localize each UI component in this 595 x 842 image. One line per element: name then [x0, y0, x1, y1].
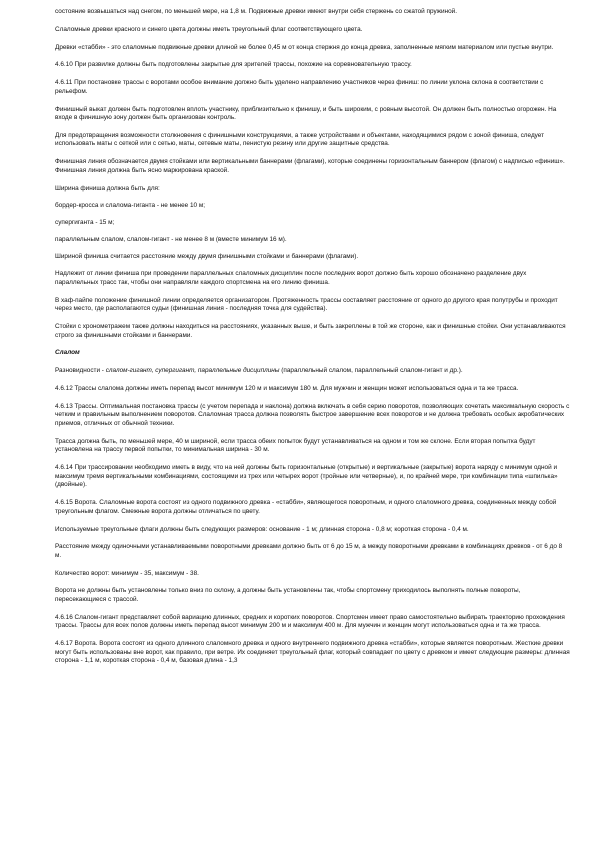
varieties-label: Разновидности -	[55, 367, 106, 375]
paragraph-6: Финишный выкат должен быть подготовлен вплоть участнику, приблизительно к финишу, и быть широким, с ровным высотой. Он должен быть полностью огорожен. На входе в финишную зону должен быть организован контроль.	[55, 105, 557, 122]
paragraph-24: Количество ворот: минимум - 35, максимум - 38.	[55, 569, 199, 577]
section-heading: Слалом	[55, 349, 80, 357]
paragraph-16: Стойки с хронометражем также должны находиться на расстояниях, указанных выше, и быть закреплены в той же стороне, как и финишные стойки. Они устанавливаются строго за финишными стойками и баннерами.	[55, 323, 566, 339]
paragraph-22: Используемые треугольные флаги должны быть следующих размеров: основание - 1 м; длинная сторона - 0,8 м; короткая сторона - 0,4 м.	[55, 525, 469, 533]
paragraph-2: Слаломные древки красного и синего цвета должны иметь треугольный флаг соответствующего цвета.	[55, 25, 363, 33]
varieties-italic: слалом-гигант, супергигант, параллельные дисциплины	[105, 367, 280, 375]
paragraph-5: 4.6.11 При постановке трассы с воротами особое внимание должно быть уделено направлению участников через финиш: по линии уклона склона в соответствии с рельефом.	[55, 79, 544, 95]
paragraph-26: 4.6.16 Слалом-гигант представляет собой вариацию длинных, средних и коротких поворотов. Спортсмен имеет право самостоятельно выбирать траекторию прохождения трассы. Трассы для всех полов должны иметь перепад высот минимум 200 м и максимум 400 м. Для мужчин и женщин могут использоваться одна и та же трасса.	[55, 613, 565, 630]
paragraph-1: состояние возвышаться над снегом, по меньшей мере, на 1,8 м. Подвижные древки имеют внутри себя стержень со сжатой пружиной.	[55, 8, 457, 15]
paragraph-21: 4.6.15 Ворота. Слаломные ворота состоят из одного подвижного древка - «стабби», являющегося поворотным, и одного слаломного древка, соединенных между собой треугольным флагом. Смежные ворота должны отличаться по цвету.	[55, 499, 557, 515]
document-page	[55, 8, 570, 675]
paragraph-20: 4.6.14 При трассировании необходимо иметь в виду, что на ней должны быть горизонтальные (открытые) и вертикальные (закрытые) ворота наряду с минимум одной и максимум тремя вертикальными комбинациями, состоящими из трех или четырех ворот (тройные или четверные), и, по крайней мере, три комбинации типа «шпилька» (двойные).	[55, 464, 558, 489]
paragraph-15: В хаф-пайпе положение финишной линии определяется организатором. Протяженность трассы составляет расстояние от одного до другого края полутрубы и проходит через место, где располагаются судьи (финишная линия - последняя точка для судейства).	[55, 296, 558, 313]
paragraph-25: Ворота не должны быть установлены только вниз по склону, а должны быть установлены так, чтобы спортсмену приходилось выполнять полные повороты, пересекающиеся с трассой.	[55, 587, 521, 604]
paragraph-8: Финишная линия обозначается двумя стойками или вертикальными баннерами (флагами), которые соединены горизонтальным баннером (флагом) с надписью «финиш». Финишная линия должна быть ясно маркирована краской.	[55, 158, 565, 174]
paragraph-11: супергиганта - 15 м;	[55, 218, 115, 226]
varieties-rest: (параллельный слалом, параллельный слалом-гигант и др.).	[279, 367, 463, 375]
paragraph-9: Ширина финиша должна быть для:	[55, 184, 160, 192]
paragraph-18: 4.6.13 Трассы. Оптимальная постановка трассы (с учетом перепада и наклона) должна включать в себя серию поворотов, позволяющих сочетать максимальную скорость с четким и правильным выполнением поворотов. Слаломная трасса должна позволять быстрое завершение всех поворотов и не должна требовать особых акробатических приемов, отличных от обычной техники.	[55, 402, 570, 427]
paragraph-12: параллельным слалом, слалом-гигант - не менее 8 м (вместе минимум 16 м).	[55, 235, 287, 243]
paragraph-varieties	[55, 367, 570, 376]
paragraph-3: Древки «стабби» - это слаломные подвижные древки длиной не более 0,45 м от конца стержня до конца древка, заполненные мягким материалом или пустые внутри.	[55, 43, 554, 51]
paragraph-23: Расстояние между одиночными устанавливаемыми поворотными древками должно быть от 6 до 15 м, а между поворотными древками в комбинациях древков - от 6 до 8 м.	[55, 543, 563, 559]
paragraph-14: Надлежит от линии финиша при проведении параллельных слаломных дисциплин после последних ворот должно быть хорошо обозначено разделение двух параллельных трасс так, чтобы они направляли каждого спортсмена на его линию финиша.	[55, 270, 527, 286]
paragraph-13: Шириной финиша считается расстояние между двумя финишными стойками и баннерами (флагами).	[55, 252, 359, 260]
paragraph-27: 4.6.17 Ворота. Ворота состоят из одного длинного слаломного древка и одного внутреннего подвижного древка «стабби», которые является поворотным. Жесткие древки могут быть использованы вне ворот, как правило, при ветре. Их соединяет треугольный флаг, который совпадает по цвету с древком и имеет следующие размеры: длинная сторона - 1,1 м, короткая сторона - 0,4 м, базовая длина - 1,3	[55, 640, 570, 665]
paragraph-19: Трасса должна быть, по меньшей мере, 40 м шириной, если трасса обеих попыток будут устанавливаться на одном и том же склоне. Если вторая попытка будут установлена на трассу первой попытки, то минимальная ширина - 30 м.	[55, 437, 536, 454]
paragraph-4: 4.6.10 При развилке должны быть подготовлены закрытые для зрителей трассы, похожие на соревновательную трассу.	[55, 61, 412, 69]
paragraph-10: бордер-кросса и слалома-гиганта - не менее 10 м;	[55, 201, 206, 209]
paragraph-7: Для предотвращения возможности столкновения с финишными конструкциями, а также устройствами и объектами, находящимися рядом с зоной финиша, следует использовать маты с сеткой или с сетью, маты, сетевые маты, пенистую резину или другие защитные средства.	[55, 131, 545, 148]
paragraph-17: 4.6.12 Трассы слалома должны иметь перепад высот минимум 120 м и максимум 180 м. Для мужчин и женщин может использоваться одна и та же трасса.	[55, 385, 519, 393]
